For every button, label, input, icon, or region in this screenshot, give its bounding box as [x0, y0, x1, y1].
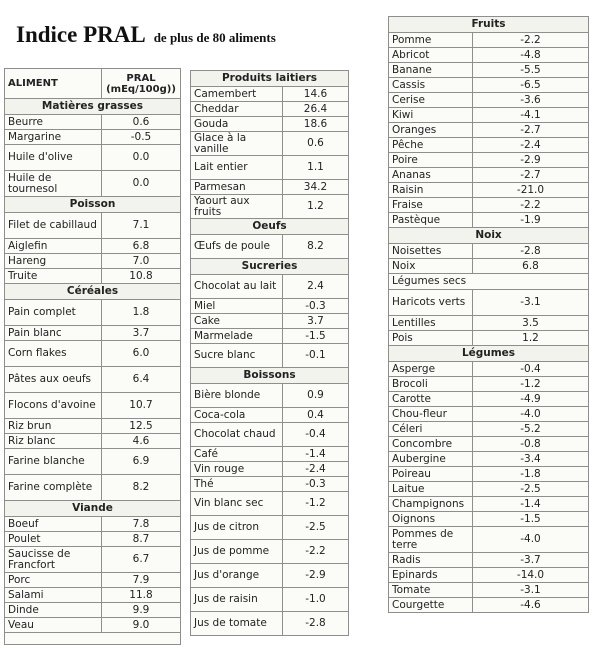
pral-value: 7.0 — [102, 254, 181, 269]
pral-value: 3.7 — [283, 314, 349, 329]
section-row-legumes-secs — [389, 274, 589, 290]
food-name: Jus de pomme — [191, 540, 283, 564]
table-row — [5, 239, 181, 254]
pral-value: 1.2 — [283, 195, 349, 219]
pral-value: 10.8 — [102, 269, 181, 284]
table-row — [389, 598, 589, 613]
table-row — [191, 195, 349, 219]
table-row — [389, 452, 589, 467]
table-row — [389, 583, 589, 598]
pral-value: 8.7 — [102, 532, 181, 547]
food-name: Jus de citron — [191, 516, 283, 540]
table-row — [5, 130, 181, 145]
food-name: Noisettes — [389, 244, 473, 259]
table-row — [389, 497, 589, 512]
pral-value: -0.4 — [283, 423, 349, 447]
pral-value: 6.8 — [102, 239, 181, 254]
section-title: Sucreries — [191, 259, 349, 275]
table-row — [389, 422, 589, 437]
pral-value: -2.7 — [473, 123, 589, 138]
pral-value: -1.2 — [473, 377, 589, 392]
food-name: Cheddar — [191, 102, 283, 117]
pral-value: 6.4 — [102, 367, 181, 393]
table-row — [191, 180, 349, 195]
pral-value: -4.1 — [473, 108, 589, 123]
pral-value: -4.0 — [473, 527, 589, 553]
section-row-legumes — [389, 346, 589, 362]
table-row — [389, 437, 589, 452]
food-name: Chocolat chaud — [191, 423, 283, 447]
pral-value: -2.2 — [473, 198, 589, 213]
table-row — [389, 467, 589, 482]
table-row — [389, 153, 589, 168]
food-name: Cake — [191, 314, 283, 329]
food-name: Hareng — [5, 254, 102, 269]
food-name: Poulet — [5, 532, 102, 547]
food-name: Yaourt aux fruits — [191, 195, 283, 219]
table-row — [191, 102, 349, 117]
food-name: Pêche — [389, 138, 473, 153]
table-row — [191, 117, 349, 132]
table-row — [191, 612, 349, 636]
pral-value: -5.5 — [473, 63, 589, 78]
pral-value: -2.2 — [283, 540, 349, 564]
table-row — [5, 603, 181, 618]
pral-value: 2.4 — [283, 275, 349, 299]
section-row-sucreries — [191, 259, 349, 275]
table-row — [191, 477, 349, 492]
pral-value: 1.8 — [102, 300, 181, 326]
section-title: Céréales — [5, 284, 181, 300]
table-row — [191, 516, 349, 540]
section-title: Matières grasses — [5, 99, 181, 115]
food-name: Huile de tournesol — [5, 171, 102, 197]
pral-value: -1.2 — [283, 492, 349, 516]
pral-value: 6.8 — [473, 259, 589, 274]
pral-value: -2.9 — [473, 153, 589, 168]
table-row — [389, 213, 589, 228]
food-name: Flocons d'avoine — [5, 393, 102, 419]
table-row — [191, 275, 349, 299]
food-name: Pâtes aux oeufs — [5, 367, 102, 393]
table-row — [5, 115, 181, 130]
table-row — [5, 171, 181, 197]
table-row — [389, 33, 589, 48]
pral-value: 8.2 — [102, 475, 181, 501]
food-name: Margarine — [5, 130, 102, 145]
table-row — [191, 384, 349, 408]
table-row — [389, 407, 589, 422]
food-name: Banane — [389, 63, 473, 78]
section-title: Oeufs — [191, 219, 349, 235]
food-name: Raisin — [389, 183, 473, 198]
pral-value: 0.0 — [102, 145, 181, 171]
food-name: Chocolat au lait — [191, 275, 283, 299]
section-title: Poisson — [5, 197, 181, 213]
food-name: Gouda — [191, 117, 283, 132]
pral-value: 1.2 — [473, 331, 589, 346]
pral-value: 12.5 — [102, 419, 181, 434]
food-name: Filet de cabillaud — [5, 213, 102, 239]
food-name: Oranges — [389, 123, 473, 138]
food-name: Laitue — [389, 482, 473, 497]
title-main: Indice PRAL — [16, 22, 146, 47]
pral-value: -21.0 — [473, 183, 589, 198]
blank-cell — [5, 633, 181, 645]
pral-value: 8.2 — [283, 235, 349, 259]
table-row — [5, 367, 181, 393]
pral-value: 0.6 — [102, 115, 181, 130]
food-name: Pomme — [389, 33, 473, 48]
pral-value: -2.5 — [473, 482, 589, 497]
pral-value: 3.5 — [473, 316, 589, 331]
table-row — [5, 213, 181, 239]
food-name: Haricots verts — [389, 290, 473, 316]
blank-row — [5, 633, 181, 645]
table-row — [191, 314, 349, 329]
table-row — [5, 341, 181, 367]
table-row — [389, 183, 589, 198]
pral-value: -2.7 — [473, 168, 589, 183]
food-name: Boeuf — [5, 517, 102, 532]
food-name: Lait entier — [191, 156, 283, 180]
table-row — [389, 290, 589, 316]
food-name: Café — [191, 447, 283, 462]
food-name: Œufs de poule — [191, 235, 283, 259]
header-aliment: ALIMENT — [5, 69, 102, 99]
pral-value: -1.5 — [473, 512, 589, 527]
pral-value: -3.1 — [473, 583, 589, 598]
pral-table-right — [388, 16, 589, 613]
table-row — [191, 156, 349, 180]
pral-value: -1.4 — [283, 447, 349, 462]
food-name: Pommes de terre — [389, 527, 473, 553]
pral-value: 0.9 — [283, 384, 349, 408]
pral-value: -5.2 — [473, 422, 589, 437]
table-row — [191, 588, 349, 612]
pral-value: -6.5 — [473, 78, 589, 93]
food-name: Pain blanc — [5, 326, 102, 341]
pral-value: 9.9 — [102, 603, 181, 618]
table-row — [389, 138, 589, 153]
section-title: Produits laitiers — [191, 71, 349, 87]
page-title — [16, 22, 276, 48]
food-name: Huile d'olive — [5, 145, 102, 171]
food-name: Radis — [389, 553, 473, 568]
table-row — [389, 63, 589, 78]
section-row-oeufs — [191, 219, 349, 235]
food-name: Abricot — [389, 48, 473, 63]
food-name: Tomate — [389, 583, 473, 598]
section-title: Légumes — [389, 346, 589, 362]
food-name: Noix — [389, 259, 473, 274]
pral-value: 0.0 — [102, 171, 181, 197]
pral-value: 7.8 — [102, 517, 181, 532]
table-row — [389, 362, 589, 377]
pral-value: 18.6 — [283, 117, 349, 132]
pral-value: -3.7 — [473, 553, 589, 568]
pral-value: 10.7 — [102, 393, 181, 419]
pral-value: -4.8 — [473, 48, 589, 63]
pral-value: -4.0 — [473, 407, 589, 422]
food-name: Beurre — [5, 115, 102, 130]
food-name: Fraise — [389, 198, 473, 213]
header-pral-line2: (mEq/100g)) — [106, 83, 176, 95]
pral-table-left — [4, 68, 181, 645]
table-row — [389, 377, 589, 392]
pral-value: 6.7 — [102, 547, 181, 573]
pral-value: 4.6 — [102, 434, 181, 449]
food-name: Marmelade — [191, 329, 283, 344]
table-row — [5, 393, 181, 419]
food-name: Poireau — [389, 467, 473, 482]
pral-value: 34.2 — [283, 180, 349, 195]
food-name: Chou-fleur — [389, 407, 473, 422]
pral-value: -2.4 — [473, 138, 589, 153]
table-row — [191, 408, 349, 423]
table-row — [5, 419, 181, 434]
pral-value: 6.9 — [102, 449, 181, 475]
pral-value: -3.6 — [473, 93, 589, 108]
food-name: Saucisse de Francfort — [5, 547, 102, 573]
header-pral-line1: PRAL — [126, 72, 156, 84]
pral-value: -4.9 — [473, 392, 589, 407]
food-name: Miel — [191, 299, 283, 314]
table-row — [389, 48, 589, 63]
section-row-fruits — [389, 17, 589, 33]
table-row — [191, 235, 349, 259]
food-name: Aubergine — [389, 452, 473, 467]
table-row — [5, 532, 181, 547]
food-name: Sucre blanc — [191, 344, 283, 368]
pral-value: -0.1 — [283, 344, 349, 368]
table-row — [389, 568, 589, 583]
food-name: Truite — [5, 269, 102, 284]
pral-value: -2.2 — [473, 33, 589, 48]
table-row — [191, 329, 349, 344]
food-name: Salami — [5, 588, 102, 603]
food-name: Poire — [389, 153, 473, 168]
section-title: Viande — [5, 501, 181, 517]
table-row — [389, 198, 589, 213]
table-row — [389, 244, 589, 259]
table-row — [389, 78, 589, 93]
section-row-poisson — [5, 197, 181, 213]
section-row-matieres-grasses — [5, 99, 181, 115]
table-row — [389, 259, 589, 274]
pral-value: -2.5 — [283, 516, 349, 540]
pral-value: -0.3 — [283, 299, 349, 314]
pral-value: 14.6 — [283, 87, 349, 102]
table-row — [5, 449, 181, 475]
table-row — [191, 299, 349, 314]
section-row-produits-laitiers — [191, 71, 349, 87]
food-name: Jus d'orange — [191, 564, 283, 588]
table-row — [5, 326, 181, 341]
pral-value: 7.1 — [102, 213, 181, 239]
table-row — [5, 269, 181, 284]
table-row — [5, 300, 181, 326]
food-name: Dinde — [5, 603, 102, 618]
food-name: Vin blanc sec — [191, 492, 283, 516]
pral-value: -1.0 — [283, 588, 349, 612]
food-name: Glace à la vanille — [191, 132, 283, 156]
food-name: Ananas — [389, 168, 473, 183]
table-row — [5, 434, 181, 449]
pral-value: 3.7 — [102, 326, 181, 341]
table-row — [5, 475, 181, 501]
food-name: Asperge — [389, 362, 473, 377]
food-name: Pain complet — [5, 300, 102, 326]
pral-value: -2.4 — [283, 462, 349, 477]
table-row — [5, 517, 181, 532]
pral-value: -1.4 — [473, 497, 589, 512]
food-name: Oignons — [389, 512, 473, 527]
food-name: Farine complète — [5, 475, 102, 501]
food-name: Concombre — [389, 437, 473, 452]
table-row — [191, 344, 349, 368]
table-row — [191, 492, 349, 516]
table-row — [5, 588, 181, 603]
table-row — [191, 564, 349, 588]
pral-value: 1.1 — [283, 156, 349, 180]
food-name: Pastèque — [389, 213, 473, 228]
food-name: Champignons — [389, 497, 473, 512]
table-row — [389, 108, 589, 123]
section-title: Noix — [389, 228, 589, 244]
pral-value: -0.4 — [473, 362, 589, 377]
food-name: Veau — [5, 618, 102, 633]
table-row — [191, 87, 349, 102]
food-name: Bière blonde — [191, 384, 283, 408]
table-row — [389, 482, 589, 497]
table-row — [5, 145, 181, 171]
section-row-viande — [5, 501, 181, 517]
pral-value: -1.9 — [473, 213, 589, 228]
food-name: Aiglefin — [5, 239, 102, 254]
food-name: Parmesan — [191, 180, 283, 195]
pral-value: 26.4 — [283, 102, 349, 117]
pral-value: -4.6 — [473, 598, 589, 613]
pral-value: 0.4 — [283, 408, 349, 423]
pral-value: -14.0 — [473, 568, 589, 583]
pral-value: 9.0 — [102, 618, 181, 633]
pral-value: -1.5 — [283, 329, 349, 344]
table-row — [389, 512, 589, 527]
section-title: Boissons — [191, 368, 349, 384]
table-row — [389, 93, 589, 108]
table-row — [191, 540, 349, 564]
food-name: Thé — [191, 477, 283, 492]
food-name: Epinards — [389, 568, 473, 583]
title-subtitle: de plus de 80 aliments — [153, 30, 276, 45]
section-row-cereales — [5, 284, 181, 300]
food-name: Courgette — [389, 598, 473, 613]
food-name: Cerise — [389, 93, 473, 108]
table-row — [389, 553, 589, 568]
section-row-noix — [389, 228, 589, 244]
food-name: Pois — [389, 331, 473, 346]
pral-table-middle — [190, 70, 349, 636]
section-title: Légumes secs — [389, 274, 589, 290]
food-name: Brocoli — [389, 377, 473, 392]
food-name: Jus de tomate — [191, 612, 283, 636]
pral-value: 0.6 — [283, 132, 349, 156]
pral-value: -3.1 — [473, 290, 589, 316]
pral-value: 11.8 — [102, 588, 181, 603]
food-name: Riz blanc — [5, 434, 102, 449]
food-name: Riz brun — [5, 419, 102, 434]
pral-value: -3.4 — [473, 452, 589, 467]
food-name: Céleri — [389, 422, 473, 437]
pral-value: -0.8 — [473, 437, 589, 452]
pral-value: 7.9 — [102, 573, 181, 588]
food-name: Kiwi — [389, 108, 473, 123]
table-row — [5, 254, 181, 269]
food-name: Corn flakes — [5, 341, 102, 367]
section-title: Fruits — [389, 17, 589, 33]
food-name: Porc — [5, 573, 102, 588]
food-name: Cassis — [389, 78, 473, 93]
pral-value: -0.5 — [102, 130, 181, 145]
table-header-row — [5, 69, 181, 99]
table-row — [5, 573, 181, 588]
section-row-boissons — [191, 368, 349, 384]
food-name: Lentilles — [389, 316, 473, 331]
pral-value: -2.8 — [283, 612, 349, 636]
table-row — [389, 392, 589, 407]
table-row — [191, 462, 349, 477]
header-pral — [102, 69, 181, 99]
pral-value: 6.0 — [102, 341, 181, 367]
food-name: Jus de raisin — [191, 588, 283, 612]
table-row — [389, 316, 589, 331]
food-name: Vin rouge — [191, 462, 283, 477]
pral-value: -1.8 — [473, 467, 589, 482]
table-row — [191, 132, 349, 156]
table-row — [5, 618, 181, 633]
food-name: Camembert — [191, 87, 283, 102]
pral-value: -2.8 — [473, 244, 589, 259]
food-name: Coca-cola — [191, 408, 283, 423]
table-row — [5, 547, 181, 573]
table-row — [191, 447, 349, 462]
table-row — [389, 168, 589, 183]
table-row — [389, 123, 589, 138]
table-row — [389, 331, 589, 346]
food-name: Carotte — [389, 392, 473, 407]
table-row — [191, 423, 349, 447]
table-row — [389, 527, 589, 553]
pral-value: -2.9 — [283, 564, 349, 588]
food-name: Farine blanche — [5, 449, 102, 475]
pral-value: -0.3 — [283, 477, 349, 492]
